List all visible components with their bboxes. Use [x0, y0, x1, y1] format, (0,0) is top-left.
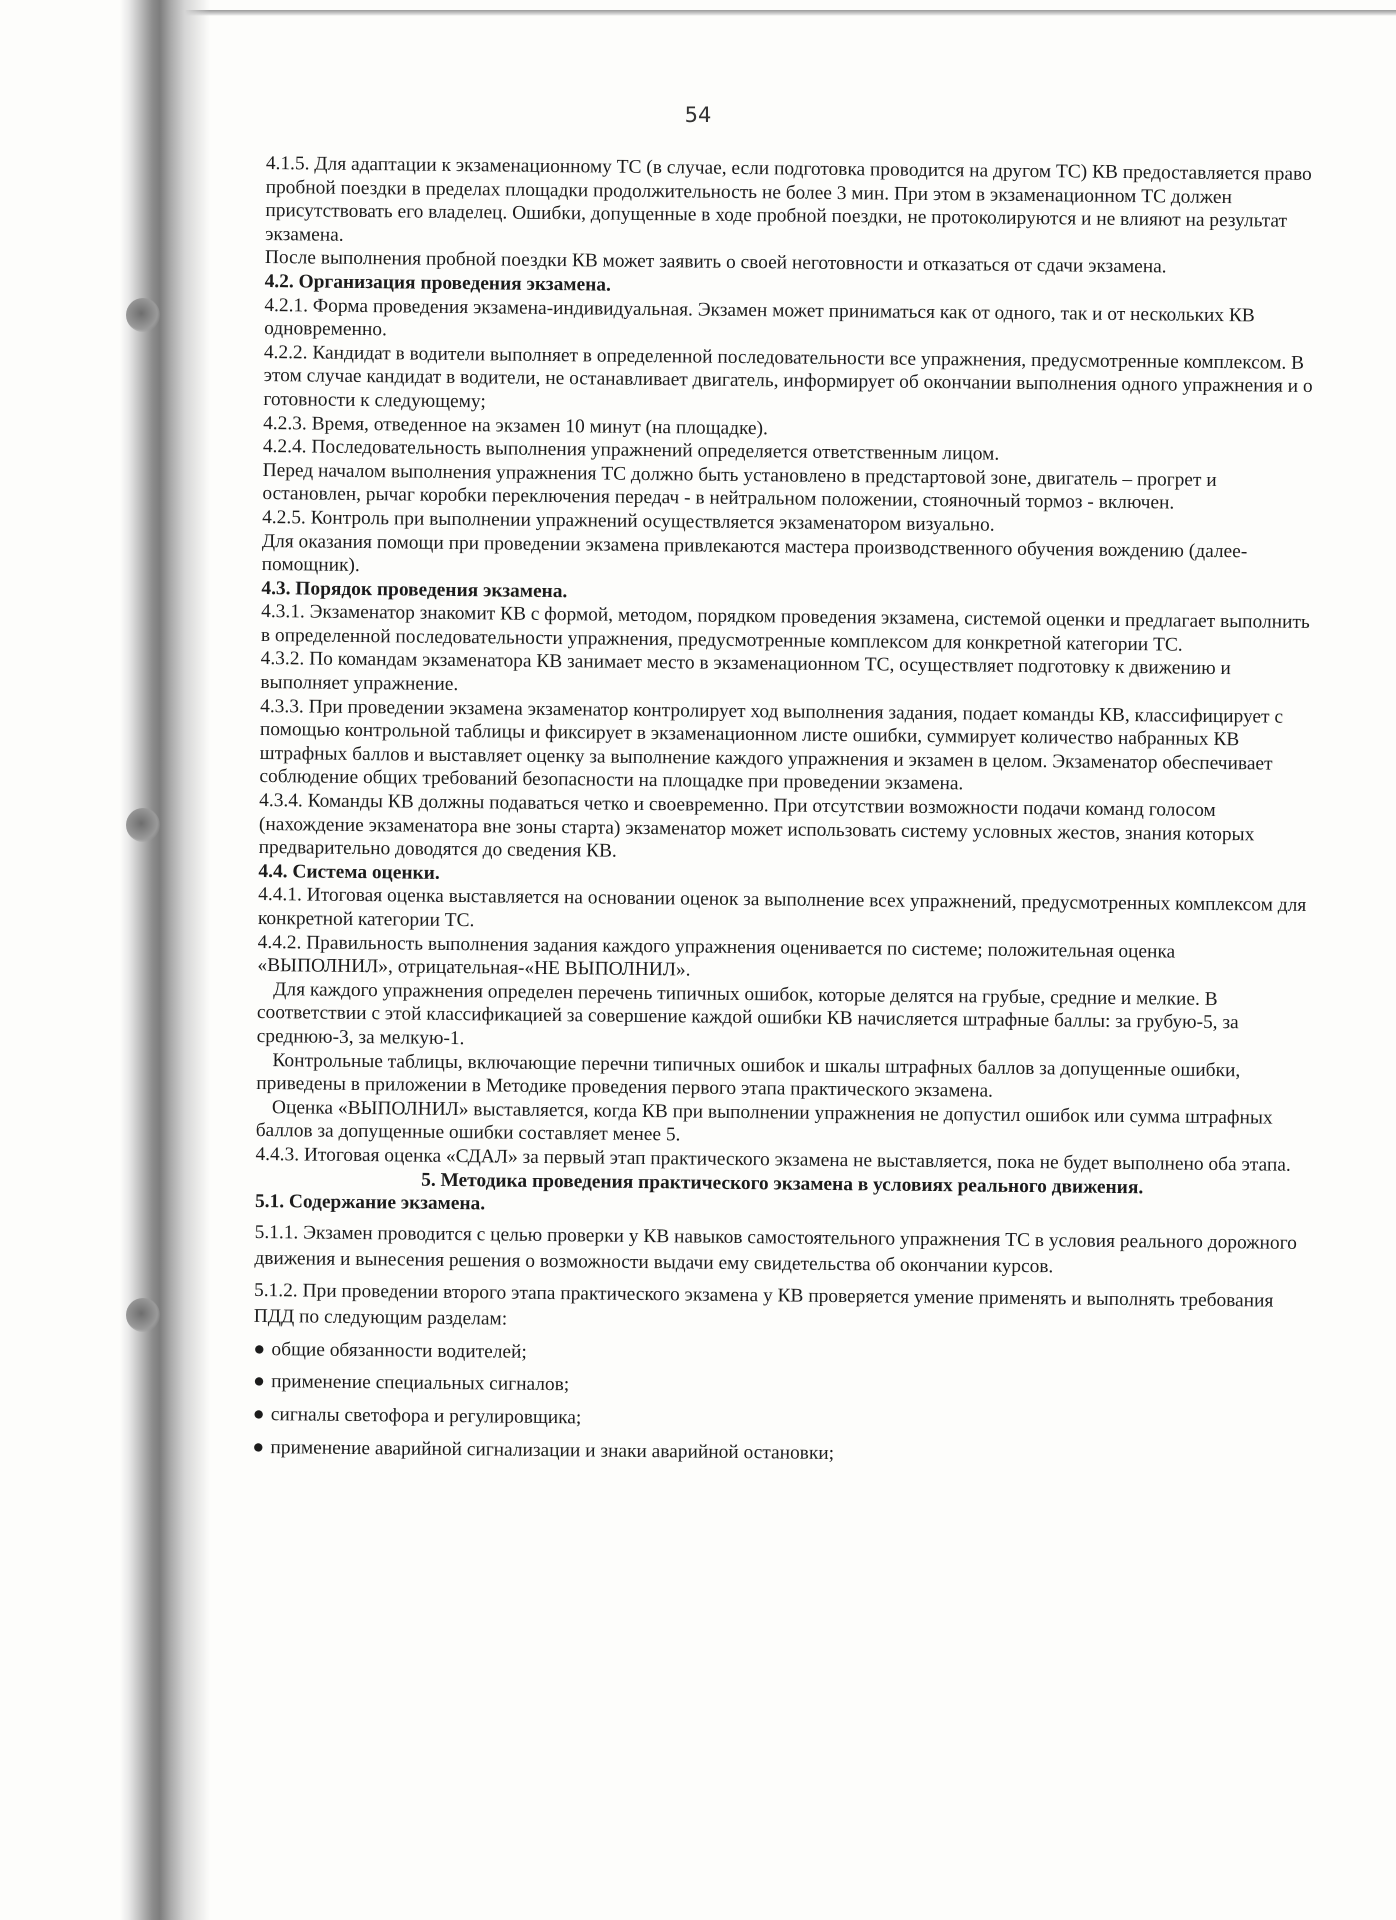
- chapter-heading-5: 5. Методика проведения практического экзамена в условиях реального движения.: [421, 1169, 1144, 1198]
- paragraph-error-types: Для каждого упражнения определен перечень типичных ошибок, которые делятся на грубые, средние и мелкие. В соответствии с этой классификацией за совершение каждой ошибки КВ начисляется штрафные баллы: за грубую-5, за среднюю-3, за мелкую-1.: [256, 978, 1239, 1050]
- paragraph-trial-refusal: После выполнения пробной поездки КВ может заявить о своей неготовности и отказаться от сдачи экзамена.: [264, 247, 1167, 278]
- paragraph-passed-grade: Оценка «ВЫПОЛНИЛ» выставляется, когда КВ при выполнении упражнения не допустил ошибок или сумма штрафных баллов за допущенные ошибки составляет менее 5.: [255, 1096, 1273, 1146]
- list-item: [253, 1370, 1307, 1405]
- paragraph-4-4-1: 4.4.1. Итоговая оценка выставляется на основании оценок за выполнение всех упражнений, предусмотренных комплексом для конкретной категории ТС.: [257, 884, 1307, 932]
- list-item: [253, 1338, 1307, 1373]
- paragraph-4-3-4: 4.3.4. Команды КВ должны подаваться четко и своевременно. При отсутствии возможности подачи команд голосом (нахождение экзаменатора вне зоны старта) экзаменатор может использовать систему условных жестов, знания которых предварительно доводятся до сведения КВ.: [258, 789, 1255, 862]
- paragraph-4-2-1: 4.2.1. Форма проведения экзамена-индивидуальная. Экзамен может приниматься как от одного, так и от нескольких КВ одновременно.: [264, 294, 1255, 341]
- bullet-icon: ●: [253, 1338, 266, 1360]
- paragraph-4-2-3: 4.2.3. Время, отведенное на экзамен 10 минут (на площадке).: [263, 412, 769, 439]
- scan-edge: [150, 10, 1396, 16]
- bullet-icon: ●: [252, 1436, 265, 1458]
- paragraph-4-4-2: 4.4.2. Правильность выполнения задания каждого упражнения оценивается по системе; положительная оценка «ВЫПОЛНИЛ», отрицательная-«НЕ ВЫПОЛНИЛ».: [257, 931, 1176, 981]
- paragraph-4-3-1: 4.3.1. Экзаменатор знакомит КВ с формой, методом, порядком проведения экзамена, системой оценки и предлагает выполнить в определенной последовательности упражнения, предусмотренные комплексом для конкретной категории ТС.: [260, 601, 1310, 656]
- paragraph-4-1-5: 4.1.5. Для адаптации к экзаменационному ТС (в случае, если подготовка проводится на другом ТС) КВ предоставляется право пробной поездки в пределах площадки продолжительность не более 3 мин. При этом в экзаменационном ТС должен присутствовать его владелец. Ошибки, допущенные в ходе пробной поездки, не протоколируются и не влияют на результат экзамена.: [265, 152, 1312, 246]
- section-heading-4-2: 4.2. Организация проведения экзамена.: [264, 270, 611, 296]
- punch-hole-2: [126, 808, 160, 842]
- punch-hole-1: [126, 298, 160, 332]
- punch-hole-3: [126, 1298, 160, 1332]
- bullet-icon: ●: [252, 1403, 265, 1425]
- bullet-icon: ●: [253, 1371, 265, 1393]
- section-heading-5-1: 5.1. Содержание экзамена.: [254, 1191, 486, 1215]
- list-item-text: применение аварийной сигнализации и знаки аварийной остановки;: [270, 1436, 835, 1464]
- requirements-list: [252, 1338, 1307, 1470]
- paragraph-5-1-1: 5.1.1. Экзамен проводится с целью проверки у КВ навыков самостоятельного упражнения ТС в условия реального дорожного движения и вынесения решения о возможности выдачи ему свидетельства об окончании курсов.: [254, 1221, 1297, 1278]
- page-number: 54: [684, 103, 712, 127]
- list-item-text: общие обязанности водителей;: [271, 1338, 527, 1363]
- list-item-text: применение специальных сигналов;: [271, 1371, 570, 1396]
- paragraph-4-3-3: 4.3.3. При проведении экзамена экзаменатор контролирует ход выполнения задания, подает команды КВ, классифицирует с помощью контрольной таблицы и фиксирует в экзаменационном листе ошибки, суммирует количество набранных КВ штрафных баллов и выставляет оценку за выполнение каждого упражнения и экзамен в целом. Экзаменатор обеспечивает соблюдение общих требований безопасности на площадке при проведении экзамена.: [259, 695, 1284, 795]
- paragraph-5-1-2: 5.1.2. При проведении второго этапа практического экзамена у КВ проверяется умение применять и выполнять требования ПДД по следующим разделам:: [253, 1279, 1274, 1330]
- paragraph-start-zone: Перед началом выполнения упражнения ТС должно быть установлено в предстартовой зоне, двигатель – прогрет и остановлен, рычаг коробки переключения передач - в нейтральном положении, стояночный тормоз - включен.: [262, 459, 1217, 514]
- paragraph-4-2-4: 4.2.4. Последовательность выполнения упражнений определяется ответственным лицом.: [262, 436, 1000, 465]
- list-item: [252, 1435, 1306, 1470]
- paragraph-control-tables: Контрольные таблицы, включающие перечни типичных ошибок и шкалы штрафных баллов за допущенные ошибки, приведены в приложении в Методике проведения первого этапа практического экзамена.: [256, 1049, 1241, 1102]
- paragraph-4-3-2: 4.3.2. По командам экзаменатора КВ занимает место в экзаменационном ТС, осуществляет подготовку к движению и выполняет упражнение.: [260, 648, 1231, 696]
- binding-shadow: [120, 0, 210, 1920]
- list-item-text: сигналы светофора и регулировщика;: [270, 1404, 582, 1429]
- section-heading-4-3: 4.3. Порядок проведения экзамена.: [261, 577, 568, 602]
- paragraph-4-2-2: 4.2.2. Кандидат в водители выполняет в определенной последовательности все упражнения, предусмотренные комплексом. В этом случае кандидат в водители, не останавливает двигатель, информирует об окончании выполнения одного упражнения и о готовности к следующему;: [263, 341, 1313, 413]
- paragraph-4-4-3: 4.4.3. Итоговая оценка «СДАЛ» за первый этап практического экзамена не выставляется, пока не будет выполнено оба этапа.: [255, 1143, 1291, 1176]
- section-heading-4-4: 4.4. Система оценки.: [258, 860, 440, 884]
- document-body: [252, 152, 1320, 1479]
- list-item: [253, 1403, 1307, 1438]
- paragraph-assistant: Для оказания помощи при проведении экзамена привлекаются мастера производственного обучения вождению (далее-помощник).: [261, 530, 1248, 577]
- paragraph-4-2-5: 4.2.5. Контроль при выполнении упражнений осуществляется экзаменатором визуально.: [262, 506, 995, 536]
